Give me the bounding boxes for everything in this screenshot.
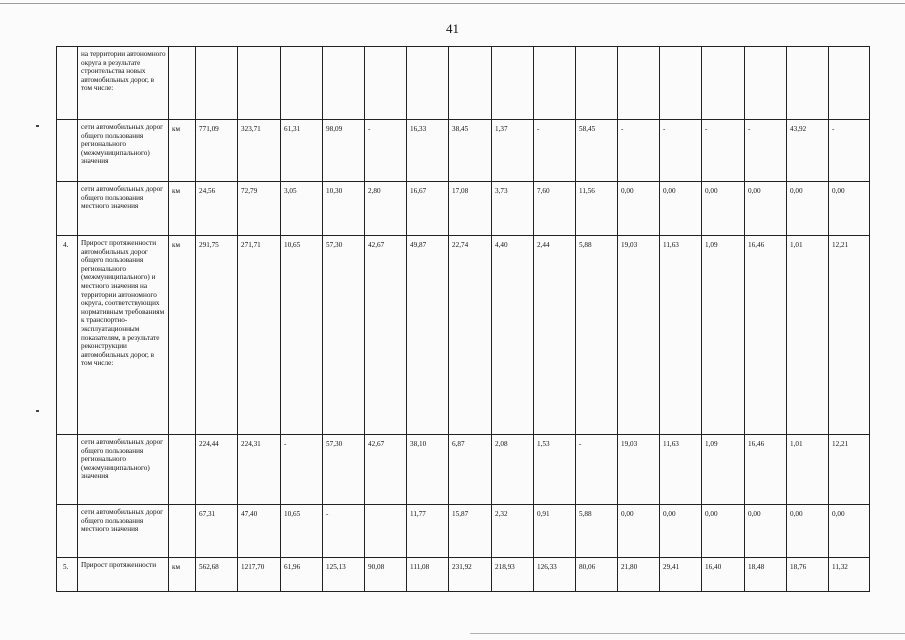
value-cell: 1,37 [492,120,534,182]
value-cell: 0,00 [745,182,787,236]
value-cell: 2,80 [365,182,407,236]
value-cell [365,47,407,120]
value-cell: 11,63 [660,435,702,505]
value-cell [407,47,449,120]
value-cell: 0,91 [534,505,576,558]
value-cell [449,47,492,120]
value-cell: 11,63 [660,236,702,435]
value-cell: 125,13 [323,558,365,592]
value-cell: 562,68 [196,558,238,592]
row-label: сети автомобильных дорог общего пользования регионального (межмуниципального) значения [78,435,169,505]
value-cell [238,47,281,120]
value-cell: 80,06 [576,558,618,592]
value-cell: 771,09 [196,120,238,182]
value-cell [576,47,618,120]
value-cell: 2,08 [492,435,534,505]
value-cell [787,47,829,120]
value-cell: 0,00 [660,505,702,558]
value-cell: 98,09 [323,120,365,182]
value-cell: 7,60 [534,182,576,236]
table-body [57,47,870,592]
value-cell [660,47,702,120]
value-cell: 1,01 [787,435,829,505]
row-unit [169,505,196,558]
value-cell: 1,53 [534,435,576,505]
table-row [57,182,870,236]
value-cell [365,505,407,558]
value-cell: 231,92 [449,558,492,592]
value-cell: - [702,120,745,182]
value-cell: 19,03 [618,236,660,435]
value-cell: 29,41 [660,558,702,592]
value-cell: 67,31 [196,505,238,558]
table-row [57,47,870,120]
value-cell: 42,67 [365,236,407,435]
value-cell: - [829,120,870,182]
table-row [57,236,870,435]
value-cell: 49,87 [407,236,449,435]
row-unit [169,435,196,505]
value-cell: 10,65 [281,505,323,558]
value-cell: 10,65 [281,236,323,435]
value-cell: 0,00 [829,505,870,558]
value-cell: 0,00 [787,182,829,236]
value-cell: 21,80 [618,558,660,592]
row-unit: км [169,558,196,592]
row-unit: км [169,182,196,236]
value-cell: 111,08 [407,558,449,592]
value-cell [281,47,323,120]
row-index [57,120,78,182]
row-label: Прирост протяженности [78,558,169,592]
value-cell: 17,08 [449,182,492,236]
value-cell: 11,32 [829,558,870,592]
value-cell: 10,30 [323,182,365,236]
value-cell: 11,56 [576,182,618,236]
value-cell: 4,40 [492,236,534,435]
table-row [57,435,870,505]
row-index [57,47,78,120]
value-cell: - [365,120,407,182]
value-cell: 22,74 [449,236,492,435]
value-cell: 218,93 [492,558,534,592]
row-label: Прирост протяженности автомобильных дорог общего пользования регионального (межмуниципального) и местного значения на территории автономного округа, соответствующих нормативным требованиям к транспортно-эксплуатационным показателям, в результате реконструкции автомобильных дорог, в том числе: [78,236,169,435]
value-cell: - [745,120,787,182]
value-cell: 57,30 [323,435,365,505]
value-cell: 0,00 [702,182,745,236]
value-cell: 0,00 [660,182,702,236]
value-cell: 57,30 [323,236,365,435]
row-index [57,182,78,236]
value-cell: 5,88 [576,236,618,435]
row-label: сети автомобильных дорог общего пользования местного значения [78,182,169,236]
value-cell: 18,48 [745,558,787,592]
row-unit: км [169,236,196,435]
value-cell: 5,88 [576,505,618,558]
value-cell: 126,33 [534,558,576,592]
value-cell: 0,00 [618,182,660,236]
value-cell: 224,44 [196,435,238,505]
value-cell: 61,31 [281,120,323,182]
value-cell: 291,75 [196,236,238,435]
row-index: 5. [57,558,78,592]
value-cell: 16,67 [407,182,449,236]
value-cell: 16,40 [702,558,745,592]
value-cell: 1,01 [787,236,829,435]
table-row [57,558,870,592]
value-cell [534,47,576,120]
value-cell: 1217,70 [238,558,281,592]
value-cell [196,47,238,120]
value-cell: 11,77 [407,505,449,558]
value-cell: 72,79 [238,182,281,236]
value-cell: 0,00 [702,505,745,558]
scan-dot [36,410,39,412]
value-cell: 3,05 [281,182,323,236]
value-cell: 15,87 [449,505,492,558]
value-cell: 0,00 [829,182,870,236]
value-cell: 3,73 [492,182,534,236]
value-cell [618,47,660,120]
value-cell [829,47,870,120]
value-cell: - [534,120,576,182]
row-label: сети автомобильных дорог общего пользования регионального (межмуниципального) значения [78,120,169,182]
row-index: 4. [57,236,78,435]
value-cell: 90,08 [365,558,407,592]
value-cell: 12,21 [829,435,870,505]
value-cell: 16,46 [745,236,787,435]
value-cell: 18,76 [787,558,829,592]
row-unit [169,47,196,120]
value-cell: 38,10 [407,435,449,505]
value-cell: 271,71 [238,236,281,435]
value-cell: 2,44 [534,236,576,435]
value-cell [702,47,745,120]
scan-edge-top [0,3,905,4]
value-cell: - [618,120,660,182]
value-cell [492,47,534,120]
value-cell: 0,00 [618,505,660,558]
value-cell: 16,46 [745,435,787,505]
value-cell: 1,09 [702,435,745,505]
value-cell: 12,21 [829,236,870,435]
value-cell: 323,71 [238,120,281,182]
value-cell: 42,67 [365,435,407,505]
value-cell: 16,33 [407,120,449,182]
value-cell: 224,31 [238,435,281,505]
value-cell: 43,92 [787,120,829,182]
row-label: сети автомобильных дорог общего пользования местного значения [78,505,169,558]
row-index [57,435,78,505]
table-row [57,505,870,558]
value-cell: 19,03 [618,435,660,505]
row-label: на территории автономного округа в результате строительства новых автомобильных дорог, в том числе: [78,47,169,120]
scan-dot [36,125,39,127]
value-cell: 47,40 [238,505,281,558]
scan-edge-bottom [470,633,905,634]
value-cell: 61,96 [281,558,323,592]
value-cell: - [576,435,618,505]
value-cell [323,47,365,120]
row-index [57,505,78,558]
value-cell: - [323,505,365,558]
value-cell: 24,56 [196,182,238,236]
value-cell: 1,09 [702,236,745,435]
value-cell: 2,32 [492,505,534,558]
road-length-table [56,46,870,592]
row-unit: км [169,120,196,182]
table-row [57,120,870,182]
value-cell: 6,87 [449,435,492,505]
page-number: 41 [446,21,459,36]
value-cell [745,47,787,120]
value-cell: 0,00 [745,505,787,558]
value-cell: - [281,435,323,505]
value-cell: 38,45 [449,120,492,182]
value-cell: - [660,120,702,182]
value-cell: 58,45 [576,120,618,182]
value-cell: 0,00 [787,505,829,558]
